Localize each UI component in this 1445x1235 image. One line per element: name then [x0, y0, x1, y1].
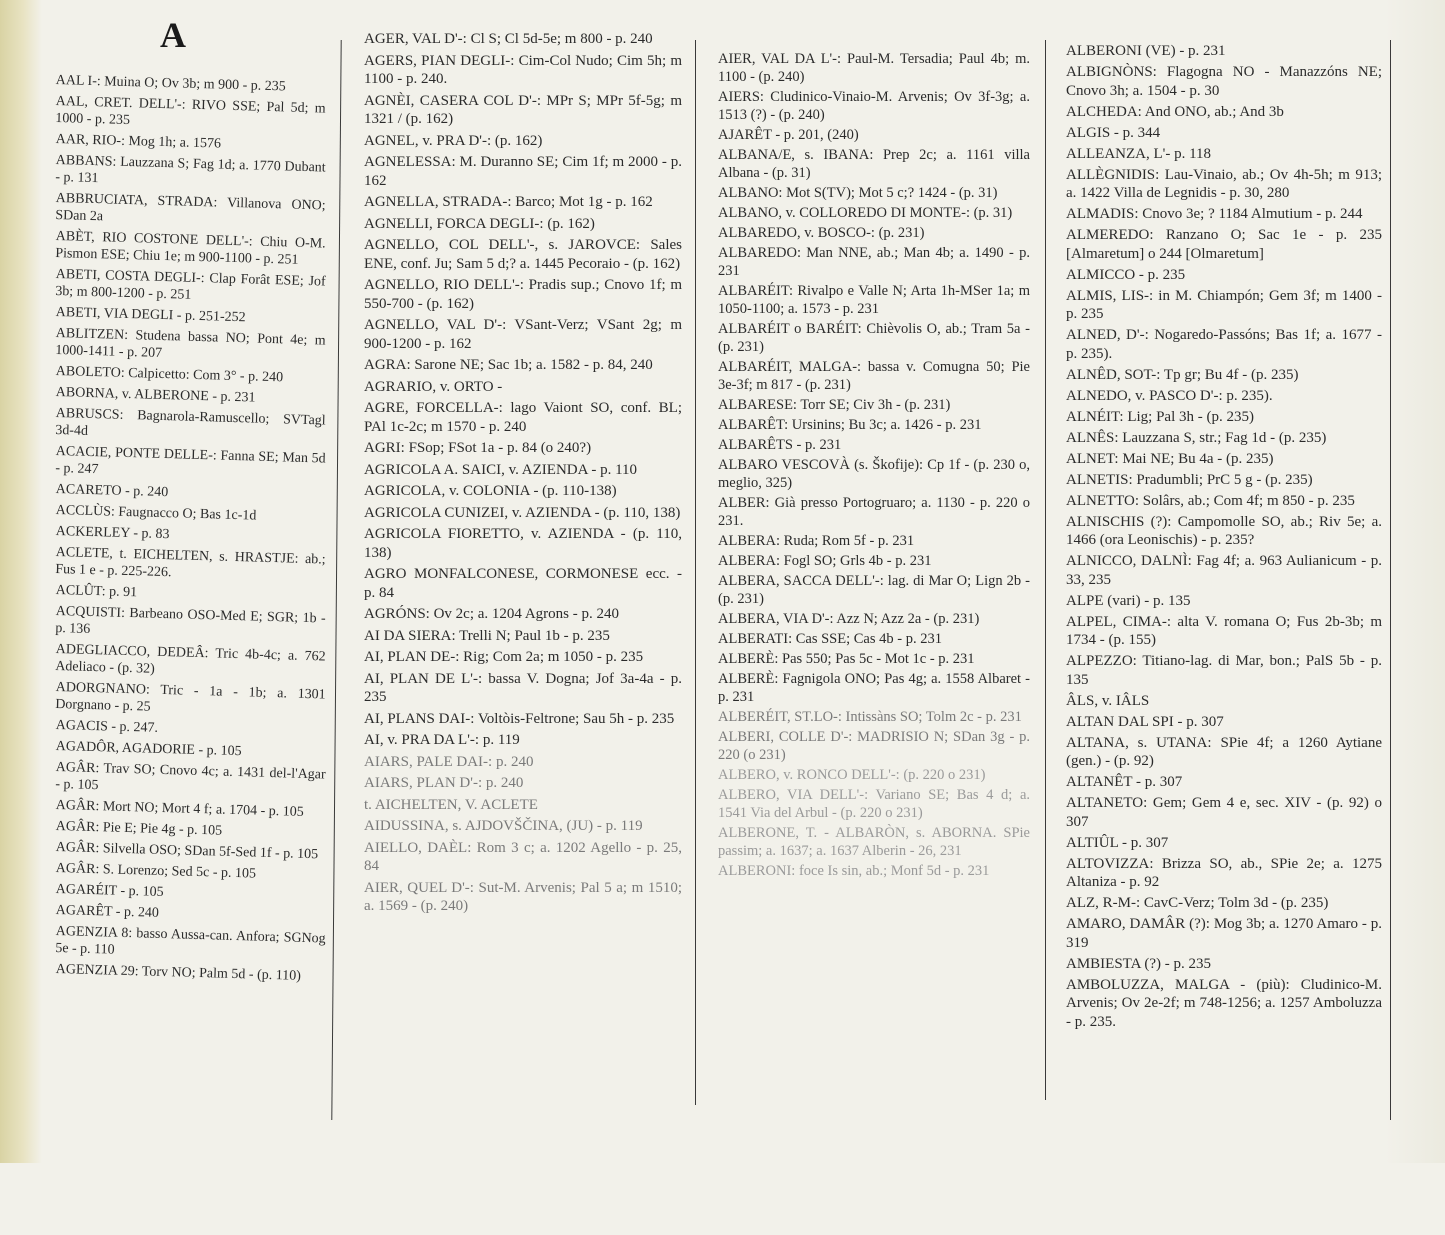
gazetteer-entry: AAL I-: Muina O; Ov 3b; m 900 - p. 235 — [55, 72, 286, 95]
gazetteer-entry: AIDUSSINA, s. AJDOVŠČINA, (JU) - p. 119 — [364, 818, 643, 834]
gazetteer-entry: AGÂR: S. Lorenzo; Sed 5c - p. 105 — [55, 860, 257, 882]
gazetteer-entry: ALBARO VESCOVÀ (s. Škofije): Cp 1f - (p. 230 o, meglio, 325) — [718, 457, 1030, 491]
gazetteer-entry: ALBER: Già presso Portogruaro; a. 1130 - p. 220 o 231. — [718, 495, 1030, 529]
gazetteer-entry: ACCLÙS: Faugnacco O; Bas 1c-1d — [55, 502, 257, 524]
gazetteer-entry: AGNELLI, FORCA DEGLI-: (p. 162) — [364, 215, 595, 232]
gazetteer-entry: ALBARÉIT: Rivalpo e Valle N; Arta 1h-MSer 1a; m 1050-1100; a. 1573 - p. 231 — [718, 283, 1030, 317]
gazetteer-entry: AGRI: FSop; FSot 1a - p. 84 (o 240?) — [364, 440, 592, 456]
gazetteer-column-4 — [1066, 42, 1382, 1205]
gazetteer-column-1 — [56, 72, 326, 1235]
gazetteer-entry: ALTANA, s. UTANA: SPie 4f; a 1260 Aytiane (gen.) - (p. 92) — [1066, 734, 1382, 769]
gazetteer-entry: ALNÊD, SOT-: Tp gr; Bu 4f - (p. 235) — [1066, 366, 1299, 383]
gazetteer-entry: ALMICCO - p. 235 — [1066, 266, 1186, 283]
gazetteer-entry: ABBRUCIATA, STRADA: Villanova ONO; SDan 2a — [55, 190, 326, 225]
gazetteer-entry: ALTAN DAL SPI - p. 307 — [1066, 713, 1224, 730]
gazetteer-entry: ALNEDO, v. PASCO D'-: p. 235). — [1066, 387, 1273, 404]
gazetteer-entry: ALBANA/E, s. IBANA: Prep 2c; a. 1161 villa Albana - (p. 31) — [718, 147, 1030, 181]
section-letter-heading: A — [160, 15, 186, 55]
gazetteer-entry: ALCHEDA: And ONO, ab.; And 3b — [1066, 103, 1284, 120]
gazetteer-entry: AGARÉIT - p. 105 — [55, 881, 164, 901]
gazetteer-entry: AMARO, DAMÂR (?): Mog 3b; a. 1270 Amaro - p. 319 — [1066, 916, 1382, 951]
gazetteer-entry: t. AICHELTEN, V. ACLETE — [364, 796, 538, 813]
gazetteer-entry: ALBERA, SACCA DELL'-: lag. di Mar O; Lign 2b - (p. 231) — [718, 573, 1030, 607]
gazetteer-entry: AIARS, PLAN D'-: p. 240 — [364, 775, 524, 791]
gazetteer-entry: ÂLS, v. IÂLS — [1066, 692, 1150, 709]
gazetteer-entry: ALMADIS: Cnovo 3e; ? 1184 Almutium - p. 244 — [1066, 206, 1363, 222]
column-divider — [695, 40, 696, 1105]
gazetteer-entry: AGNELESSA: M. Duranno SE; Cim 1f; m 2000 - p. 162 — [364, 154, 682, 189]
gazetteer-entry: ALBERÈ: Pas 550; Pas 5c - Mot 1c - p. 231 — [718, 651, 975, 667]
gazetteer-entry: ABBANS: Lauzzana S; Fag 1d; a. 1770 Dubant - p. 131 — [55, 152, 326, 187]
gazetteer-entry: AGRARIO, v. ORTO - — [364, 378, 503, 395]
gazetteer-entry: AGRICOLA FIORETTO, v. AZIENDA - (p. 110, 138) — [364, 526, 682, 561]
gazetteer-entry: ABLITZEN: Studena bassa NO; Pont 4e; m 1000-1411 - p. 207 — [55, 325, 326, 361]
gazetteer-entry: AGNELLO, COL DELL'-, s. JAROVCE: Sales ENE, conf. Ju; Sam 5 d;? a. 1445 Pecoraio - (p. 162) — [364, 237, 682, 272]
gazetteer-entry: AI, PLANS DAI-: Voltòis-Feltrone; Sau 5h - p. 235 — [364, 710, 675, 727]
column-divider — [1390, 40, 1391, 1120]
gazetteer-entry: AI, v. PRA DA L'-: p. 119 — [364, 732, 520, 748]
gazetteer-entry: ALZ, R-M-: CavC-Verz; Tolm 3d - (p. 235) — [1066, 895, 1329, 911]
gazetteer-entry: AIERS: Cludinico-Vinaio-M. Arvenis; Ov 3f-3g; a. 1513 (?) - (p. 240) — [718, 89, 1030, 123]
gazetteer-entry: ALTOVIZZA: Brizza SO, ab., SPie 2e; a. 1275 Altaniza - p. 92 — [1066, 855, 1382, 890]
gazetteer-entry: ALBERA: Fogl SO; Grls 4b - p. 231 — [718, 553, 932, 569]
gazetteer-entry: ALBERONI: foce Is sin, ab.; Monf 5d - p. 231 — [718, 863, 990, 879]
gazetteer-entry: ADEGLIACCO, DEDEÂ: Tric 4b-4c; a. 762 Adeliaco - (p. 32) — [55, 641, 326, 677]
gazetteer-entry: AIELLO, DAÈL: Rom 3 c; a. 1202 Agello - p. 25, 84 — [364, 839, 682, 874]
gazetteer-entry: ABORNA, v. ALBERONE - p. 231 — [55, 384, 256, 406]
gazetteer-entry: ALBERI, COLLE D'-: MADRISIO N; SDan 3g - p. 220 (o 231) — [718, 729, 1030, 763]
gazetteer-entry: AGRA: Sarone NE; Sac 1b; a. 1582 - p. 84, 240 — [364, 357, 653, 373]
gazetteer-entry: AGERS, PIAN DEGLI-: Cim-Col Nudo; Cim 5h; m 1100 - p. 240. — [364, 52, 682, 87]
gazetteer-entry: ALBARESE: Torr SE; Civ 3h - (p. 231) — [718, 397, 951, 413]
gazetteer-entry: ALNICCO, DALNÌ: Fag 4f; a. 963 Aulianicum - p. 33, 235 — [1066, 553, 1382, 588]
gazetteer-entry: ADORGNANO: Tric - 1a - 1b; a. 1301 Dorgnano - p. 25 — [55, 679, 326, 715]
gazetteer-entry: ACACIE, PONTE DELLE-: Fanna SE; Man 5d - p. 247 — [55, 443, 326, 478]
gazetteer-entry: AGRE, FORCELLA-: lago Vaiont SO, conf. BL; PAl 1c-2c; m 1570 - p. 240 — [364, 400, 682, 435]
gazetteer-entry: AGNELLO, RIO DELL'-: Pradis sup.; Cnovo 1f; m 550-700 - (p. 162) — [364, 277, 682, 312]
gazetteer-entry: ALPE (vari) - p. 135 — [1066, 592, 1191, 609]
gazetteer-entry: AGRÓNS: Ov 2c; a. 1204 Agrons - p. 240 — [364, 606, 619, 622]
page-binding-edge — [0, 0, 42, 1163]
gazetteer-entry: ALPEL, CIMA-: alta V. romana O; Fus 2b-3b; m 1734 - (p. 155) — [1066, 613, 1382, 648]
gazetteer-entry: ALBARÉIT o BARÉIT: Chièvolis O, ab.; Tram 5a - (p. 231) — [718, 321, 1030, 355]
gazetteer-entry: ACQUISTI: Barbeano OSO-Med E; SGR; 1b - p. 136 — [55, 603, 326, 637]
gazetteer-entry: ALNÊS: Lauzzana S, str.; Fag 1d - (p. 235) — [1066, 429, 1327, 446]
gazetteer-entry: AGER, VAL D'-: Cl S; Cl 5d-5e; m 800 - p. 240 — [364, 31, 653, 47]
gazetteer-entry: ACKERLEY - p. 83 — [55, 523, 170, 543]
gazetteer-entry: ALTANÊT - p. 307 — [1066, 774, 1183, 790]
gazetteer-entry: ALNED, D'-: Nogaredo-Passóns; Bas 1f; a. 1677 - p. 235). — [1066, 327, 1382, 362]
gazetteer-entry: ALNET: Mai NE; Bu 4a - (p. 235) — [1066, 450, 1274, 467]
gazetteer-entry: AGRICOLA, v. COLONIA - (p. 110-138) — [364, 483, 617, 499]
gazetteer-entry: ALPEZZO: Titiano-lag. di Mar, bon.; PalS 5b - p. 135 — [1066, 653, 1382, 688]
gazetteer-entry: ALBERATI: Cas SSE; Cas 4b - p. 231 — [718, 631, 942, 647]
gazetteer-entry: ALBANO, v. COLLOREDO DI MONTE-: (p. 31) — [718, 205, 1013, 221]
gazetteer-entry: ACLÛT: p. 91 — [55, 582, 138, 601]
page-right-edge — [1385, 0, 1445, 1163]
gazetteer-entry: AGNELLA, STRADA-: Barco; Mot 1g - p. 162 — [364, 194, 653, 210]
column-divider — [1045, 40, 1046, 1100]
gazetteer-entry: AGRO MONFALCONESE, CORMONESE ecc. - p. 84 — [364, 566, 682, 601]
gazetteer-column-2 — [364, 30, 682, 1193]
gazetteer-entry: AI, PLAN DE L'-: bassa V. Dogna; Jof 3a-4a - p. 235 — [364, 670, 682, 705]
gazetteer-entry: AIER, QUEL D'-: Sut-M. Arvenis; Pal 5 a; m 1510; a. 1569 - (p. 240) — [364, 879, 682, 914]
gazetteer-entry: AGÂR: Silvella OSO; SDan 5f-Sed 1f - p. 105 — [55, 839, 319, 863]
gazetteer-entry: ACARETO - p. 240 — [55, 481, 169, 501]
gazetteer-entry: AI, PLAN DE-: Rig; Com 2a; m 1050 - p. 235 — [364, 649, 644, 665]
gazetteer-entry: ABRUSCS: Bagnarola-Ramuscello; SVTagl 3d-4d — [55, 405, 326, 439]
gazetteer-entry: AJARÊT - p. 201, (240) — [718, 127, 859, 143]
gazetteer-entry: AGÂR: Mort NO; Mort 4 f; a. 1704 - p. 105 — [55, 797, 304, 820]
gazetteer-entry: ALBARÊTS - p. 231 — [718, 437, 842, 453]
gazetteer-entry: ABÈT, RIO COSTONE DELL'-: Chiu O-M. Pismon ESE; Chiu 1e; m 900-1100 - p. 251 — [55, 228, 326, 268]
gazetteer-entry: ALBARÉIT, MALGA-: bassa v. Comugna 50; Pie 3e-3f; m 817 - (p. 231) — [718, 359, 1030, 393]
gazetteer-entry: ALBERÉIT, ST.LO-: Intissàns SO; Tolm 2c - p. 231 — [718, 709, 1022, 725]
gazetteer-entry: ALTANETO: Gem; Gem 4 e, sec. XIV - (p. 92) o 307 — [1066, 795, 1382, 830]
gazetteer-entry: ALMIS, LIS-: in M. Chiampón; Gem 3f; m 1400 - p. 235 — [1066, 287, 1382, 322]
gazetteer-entry: ALBIGNÒNS: Flagogna NO - Manazzóns NE; Cnovo 3h; a. 1504 - p. 30 — [1066, 64, 1382, 99]
gazetteer-entry: AGARÊT - p. 240 — [55, 902, 160, 921]
gazetteer-entry: ALBERO, VIA DELL'-: Variano SE; Bas 4 d; a. 1541 Via del Arbul - (p. 220 o 231) — [718, 787, 1030, 821]
gazetteer-entry: ALBAREDO, v. BOSCO-: (p. 231) — [718, 225, 925, 241]
gazetteer-entry: ALLEANZA, L'- p. 118 — [1066, 145, 1212, 162]
gazetteer-entry: AGNEL, v. PRA D'-: (p. 162) — [364, 132, 543, 149]
gazetteer-entry: ALNÉIT: Lig; Pal 3h - (p. 235) — [1066, 408, 1254, 425]
gazetteer-entry: AGRICOLA A. SAICI, v. AZIENDA - p. 110 — [364, 461, 638, 478]
gazetteer-entry: AGÂR: Pie E; Pie 4g - p. 105 — [55, 818, 223, 839]
gazetteer-entry: ALBERONE, T. - ALBARÒN, s. ABORNA. SPie passim; a. 1637; a. 1637 Alberin - 26, 231 — [718, 825, 1030, 859]
gazetteer-entry: AMBIESTA (?) - p. 235 — [1066, 955, 1212, 972]
gazetteer-entry: ALLÈGNIDIS: Lau-Vinaio, ab.; Ov 4h-5h; m 913; a. 1422 Villa de Legnidis - p. 30, 280 — [1066, 166, 1382, 201]
gazetteer-entry: AAR, RIO-: Mog 1h; a. 1576 — [55, 131, 222, 152]
gazetteer-entry: ALNETIS: Pradumbli; PrC 5 g - (p. 235) — [1066, 471, 1313, 488]
gazetteer-entry: AIER, VAL DA L'-: Paul-M. Tersadia; Paul 4b; m. 1100 - (p. 240) — [718, 51, 1030, 85]
gazetteer-entry: ABETI, VIA DEGLI - p. 251-252 — [55, 304, 246, 326]
gazetteer-entry: ALBAREDO: Man NNE, ab.; Man 4b; a. 1490 - p. 231 — [718, 245, 1030, 279]
gazetteer-entry: AGACIS - p. 247. — [55, 717, 159, 736]
gazetteer-entry: ALBERA, VIA D'-: Azz N; Azz 2a - (p. 231) — [718, 611, 980, 627]
gazetteer-entry: AGENZIA 29: Torv NO; Palm 5d - (p. 110) — [55, 961, 302, 984]
gazetteer-entry: AIARS, PALE DAI-: p. 240 — [364, 753, 534, 770]
gazetteer-entry: ALBERÈ: Fagnigola ONO; Pas 4g; a. 1558 Albaret - p. 231 — [718, 671, 1030, 705]
gazetteer-entry: ABETI, COSTA DEGLI-: Clap Forât ESE; Jof 3b; m 800-1200 - p. 251 — [55, 266, 326, 303]
gazetteer-entry: AAL, CRET. DELL'-: RIVO SSE; Pal 5d; m 1000 - p. 235 — [55, 93, 326, 129]
gazetteer-entry: ALBERO, v. RONCO DELL'-: (p. 220 o 231) — [718, 767, 986, 783]
gazetteer-entry: AGENZIA 8: basso Aussa-can. Anfora; SGNog 5e - p. 110 — [55, 923, 326, 958]
gazetteer-entry: ALBERONI (VE) - p. 231 — [1066, 43, 1226, 59]
gazetteer-entry: ABOLETO: Calpicetto: Com 3° - p. 240 — [55, 363, 284, 386]
gazetteer-entry: ALBANO: Mot S(TV); Mot 5 c;? 1424 - (p. 31) — [718, 185, 998, 201]
gazetteer-entry: ALTIÛL - p. 307 — [1066, 834, 1169, 851]
gazetteer-entry: ALGIS - p. 344 — [1066, 124, 1161, 141]
gazetteer-entry: ALMEREDO: Ranzano O; Sac 1e - p. 235 [Almaretum] o 244 [Olmaretum] — [1066, 227, 1382, 262]
gazetteer-entry: ALNETTO: Solârs, ab.; Com 4f; m 850 - p. 235 — [1066, 492, 1355, 509]
gazetteer-entry: AGADÔR, AGADORIE - p. 105 — [55, 738, 242, 760]
gazetteer-entry: AGNÈI, CASERA COL D'-: MPr S; MPr 5f-5g; m 1321 / (p. 162) — [364, 92, 682, 127]
gazetteer-entry: ALBARÊT: Ursinins; Bu 3c; a. 1426 - p. 231 — [718, 417, 982, 433]
gazetteer-entry: ACLETE, t. EICHELTEN, s. HRASTJE: ab.; Fus 1 e - p. 225-226. — [55, 544, 326, 581]
gazetteer-column-3 — [718, 50, 1030, 1213]
gazetteer-entry: AMBOLUZZA, MALGA - (più): Cludinico-M. Arvenis; Ov 2e-2f; m 748-1256; a. 1257 Amboluzza - p. 235. — [1066, 976, 1382, 1030]
gazetteer-entry: AGRICOLA CUNIZEI, v. AZIENDA - (p. 110, 138) — [364, 504, 681, 521]
gazetteer-entry: ALNISCHIS (?): Campomolle SO, ab.; Riv 5e; a. 1466 (ora Leonischis) - p. 235? — [1066, 513, 1382, 548]
gazetteer-entry: ALBERA: Ruda; Rom 5f - p. 231 — [718, 533, 915, 549]
column-divider — [331, 40, 341, 1120]
gazetteer-entry: AI DA SIERA: Trelli N; Paul 1b - p. 235 — [364, 627, 610, 644]
gazetteer-entry: AGNELLO, VAL D'-: VSant-Verz; VSant 2g; m 900-1200 - p. 162 — [364, 317, 682, 352]
gazetteer-entry: AGÂR: Trav SO; Cnovo 4c; a. 1431 del-l'Agar - p. 105 — [55, 759, 326, 794]
